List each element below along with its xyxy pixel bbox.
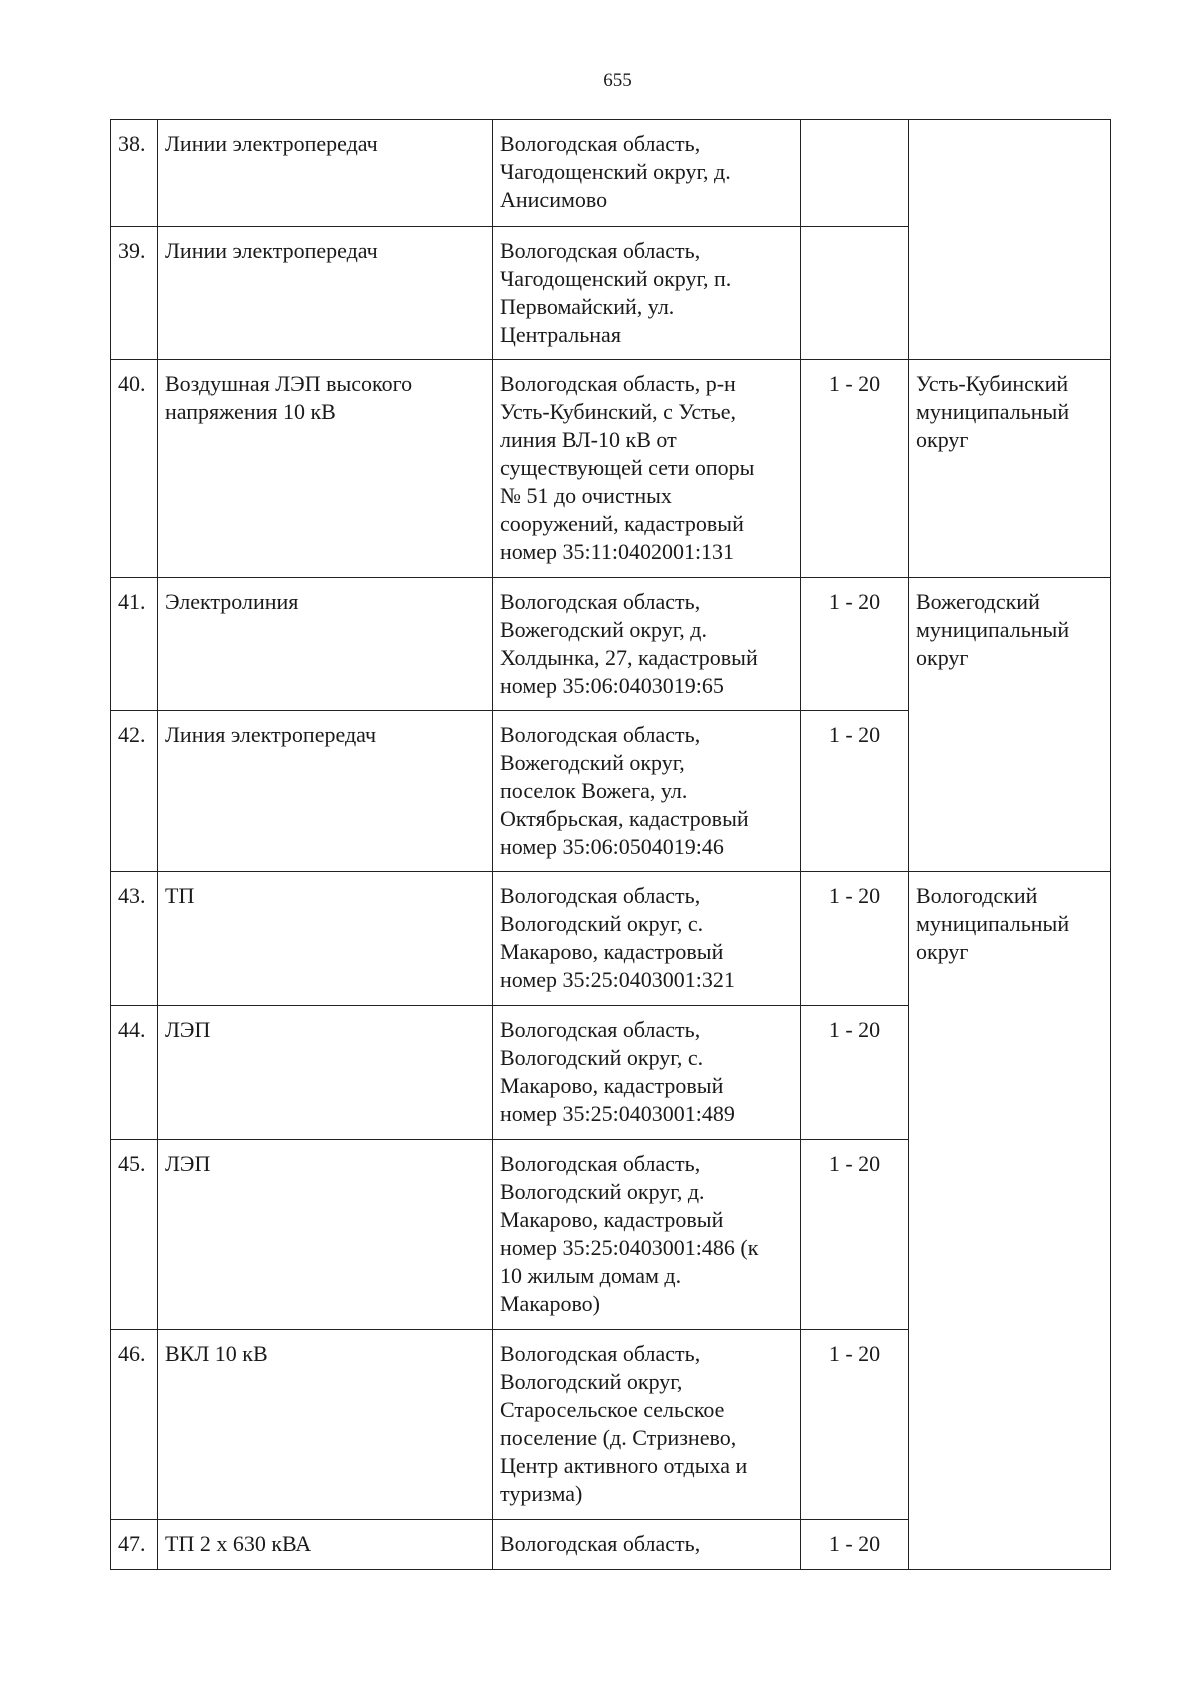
object-address: Вологодская область, Вологодский округ, д. Макарово, кадастровый номер 35:25:0403001:486 (к 10 жилым домам д. Макарово) <box>493 1140 801 1330</box>
period: 1 - 20 <box>801 872 909 1006</box>
row-number: 39. <box>111 227 158 360</box>
period: 1 - 20 <box>801 1140 909 1330</box>
period: 1 - 20 <box>801 1520 909 1570</box>
period: 1 - 20 <box>801 1006 909 1140</box>
object-address: Вологодская область, р-н Усть-Кубинский, с Устье, линия ВЛ-10 кВ от существующей сети опоры № 51 до очистных сооружений, кадастровый номер 35:11:0402001:131 <box>493 360 801 578</box>
row-number: 42. <box>111 711 158 872</box>
object-name: ВКЛ 10 кВ <box>158 1330 493 1520</box>
object-name: Линии электропередач <box>158 120 493 227</box>
municipality: Вожегодский муниципальный округ <box>909 578 1111 872</box>
object-name: Линии электропередач <box>158 227 493 360</box>
row-number: 44. <box>111 1006 158 1140</box>
object-address: Вологодская область, <box>493 1520 801 1570</box>
object-name: ЛЭП <box>158 1006 493 1140</box>
table-row <box>111 120 1111 227</box>
period: 1 - 20 <box>801 711 909 872</box>
object-address: Вологодская область, Вожегодский округ, д. Холдынка, 27, кадастровый номер 35:06:0403019:65 <box>493 578 801 711</box>
object-address: Вологодская область, Вожегодский округ, поселок Вожега, ул. Октябрьская, кадастровый номер 35:06:0504019:46 <box>493 711 801 872</box>
page-number: 655 <box>603 70 632 91</box>
object-name: Воздушная ЛЭП высокого напряжения 10 кВ <box>158 360 493 578</box>
row-number: 45. <box>111 1140 158 1330</box>
objects-table <box>110 119 1111 1570</box>
object-address: Вологодская область, Вологодский округ, Старосельское сельское поселение (д. Стризнево, Центр активного отдыха и туризма) <box>493 1330 801 1520</box>
object-name: Линия электропередач <box>158 711 493 872</box>
object-name: Электролиния <box>158 578 493 711</box>
object-address: Вологодская область, Чагодощенский округ, д. Анисимово <box>493 120 801 227</box>
object-name: ЛЭП <box>158 1140 493 1330</box>
period: 1 - 20 <box>801 360 909 578</box>
period <box>801 227 909 360</box>
row-number: 46. <box>111 1330 158 1520</box>
period: 1 - 20 <box>801 1330 909 1520</box>
municipality: Усть-Кубинский муниципальный округ <box>909 360 1111 578</box>
municipality: Вологодский муниципальный округ <box>909 872 1111 1570</box>
table-row <box>111 360 1111 578</box>
row-number: 40. <box>111 360 158 578</box>
period: 1 - 20 <box>801 578 909 711</box>
object-address: Вологодская область, Чагодощенский округ, п. Первомайский, ул. Центральная <box>493 227 801 360</box>
municipality <box>909 120 1111 360</box>
row-number: 43. <box>111 872 158 1006</box>
row-number: 38. <box>111 120 158 227</box>
object-name: ТП 2 х 630 кВА <box>158 1520 493 1570</box>
row-number: 47. <box>111 1520 158 1570</box>
table-row <box>111 872 1111 1006</box>
object-name: ТП <box>158 872 493 1006</box>
object-address: Вологодская область, Вологодский округ, с. Макарово, кадастровый номер 35:25:0403001:321 <box>493 872 801 1006</box>
table-row <box>111 578 1111 711</box>
object-address: Вологодская область, Вологодский округ, с. Макарово, кадастровый номер 35:25:0403001:489 <box>493 1006 801 1140</box>
period <box>801 120 909 227</box>
row-number: 41. <box>111 578 158 711</box>
